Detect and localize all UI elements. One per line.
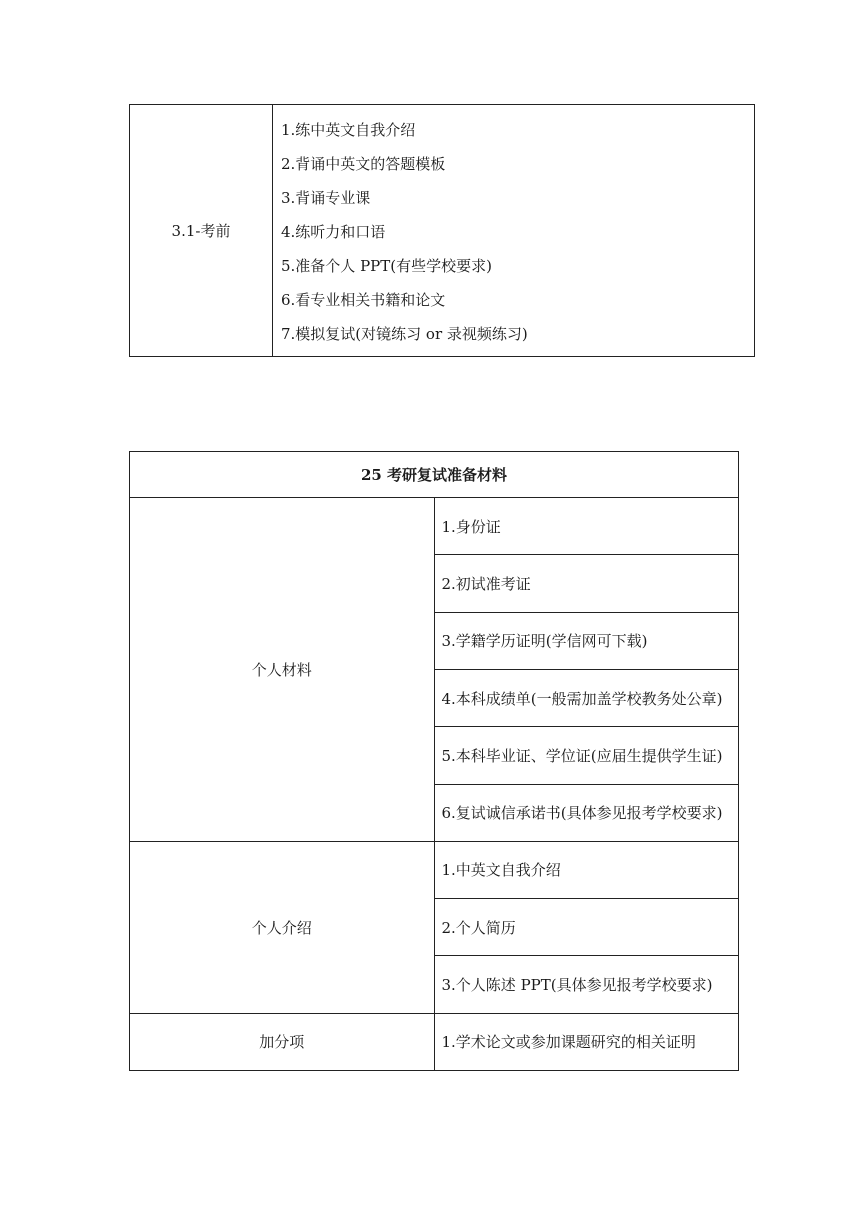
- group-label-personal-intro: 个人介绍: [130, 841, 435, 1013]
- list-item: 3.背诵专业课: [281, 189, 371, 207]
- table-cell-item: 5.本科毕业证、学位证(应届生提供学生证): [434, 727, 739, 784]
- table-row: [130, 498, 739, 555]
- exam-prep-table: [129, 104, 755, 357]
- prep-items-cell: [273, 105, 755, 357]
- list-item: 6.看专业相关书籍和论文: [281, 291, 446, 309]
- group-label-personal-materials: 个人材料: [130, 498, 435, 842]
- materials-table: [129, 451, 739, 1071]
- list-item: 7.模拟复试(对镜练习 or 录视频练习): [281, 325, 528, 343]
- table-cell-item: 1.学术论文或参加课题研究的相关证明: [434, 1013, 739, 1070]
- table-cell-item: 2.个人简历: [434, 899, 739, 956]
- table-cell-item: 3.个人陈述 PPT(具体参见报考学校要求): [434, 956, 739, 1013]
- table-cell-item: 3.学籍学历证明(学信网可下载): [434, 612, 739, 669]
- materials-table-title: 25 考研复试准备材料: [130, 452, 739, 498]
- list-item: 5.准备个人 PPT(有些学校要求): [281, 257, 492, 275]
- table-cell-item: 6.复试诚信承诺书(具体参见报考学校要求): [434, 784, 739, 841]
- table-cell-item: 4.本科成绩单(一般需加盖学校教务处公章): [434, 670, 739, 727]
- table-row: [130, 841, 739, 898]
- table-cell-item: 2.初试准考证: [434, 555, 739, 612]
- table-cell-item: 1.中英文自我介绍: [434, 841, 739, 898]
- stage-label: 3.1-考前: [130, 105, 273, 357]
- list-item: 4.练听力和口语: [281, 223, 386, 241]
- list-item: 2.背诵中英文的答题模板: [281, 155, 446, 173]
- table-row: [130, 452, 739, 498]
- table-row: [130, 105, 755, 357]
- table-cell-item: 1.身份证: [434, 498, 739, 555]
- table-row: [130, 1013, 739, 1070]
- group-label-bonus: 加分项: [130, 1013, 435, 1070]
- list-item: 1.练中英文自我介绍: [281, 121, 416, 139]
